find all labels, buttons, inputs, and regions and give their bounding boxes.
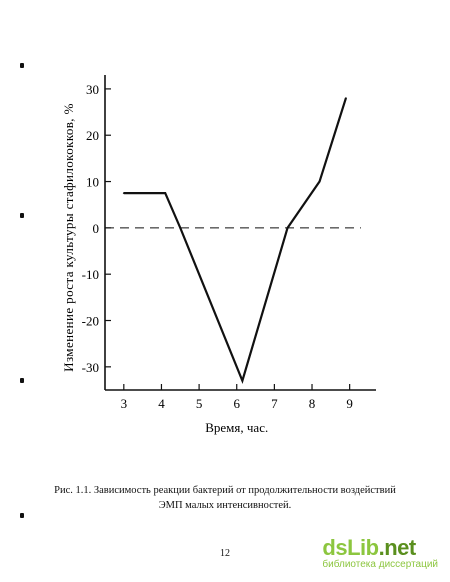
x-tick-label: 7 xyxy=(271,396,278,411)
data-point xyxy=(241,380,243,382)
x-tick-label: 3 xyxy=(120,396,128,411)
y-tick-label: -20 xyxy=(81,313,99,329)
data-point xyxy=(287,227,289,229)
y-tick-label: 10 xyxy=(86,174,99,190)
y-tick-label: 0 xyxy=(92,220,99,236)
logo-tld: .net xyxy=(378,535,416,560)
chart-series xyxy=(105,97,361,381)
data-point xyxy=(179,227,181,229)
y-tick-label: -10 xyxy=(81,267,99,283)
figure-caption-line-2: ЭМП малых интенсивностей. xyxy=(158,500,292,511)
y-axis-label: Изменение роста культуры стафилококков, % xyxy=(61,103,76,372)
x-tick-label: 5 xyxy=(195,396,203,411)
x-tick-label: 4 xyxy=(158,396,165,411)
dslib-logo xyxy=(322,535,438,561)
data-point xyxy=(319,181,321,183)
x-tick-label: 6 xyxy=(233,396,240,411)
page-number: 12 xyxy=(220,548,230,559)
series-line xyxy=(124,98,346,381)
y-tick-label: 20 xyxy=(86,128,99,144)
figure-caption-line-1: Рис. 1.1. Зависимость реакции бактерий от продолжительности воздействий xyxy=(54,485,396,496)
watermark-subtitle: библиотека диссертаций xyxy=(322,559,438,570)
y-tick-label: 30 xyxy=(86,81,99,97)
chart-axes xyxy=(105,75,376,390)
logo-main: dsLib xyxy=(322,535,379,560)
x-tick-label: 8 xyxy=(308,396,316,411)
x-axis-label: Время, час. xyxy=(205,420,269,435)
data-point xyxy=(345,97,347,99)
binding-hole-mark xyxy=(20,513,24,518)
y-tick-label: -30 xyxy=(81,359,99,375)
dslib-watermark xyxy=(322,535,438,570)
chart-ticks xyxy=(82,82,353,411)
x-tick-label: 9 xyxy=(346,396,353,411)
data-point xyxy=(164,192,166,194)
data-point xyxy=(123,192,125,194)
